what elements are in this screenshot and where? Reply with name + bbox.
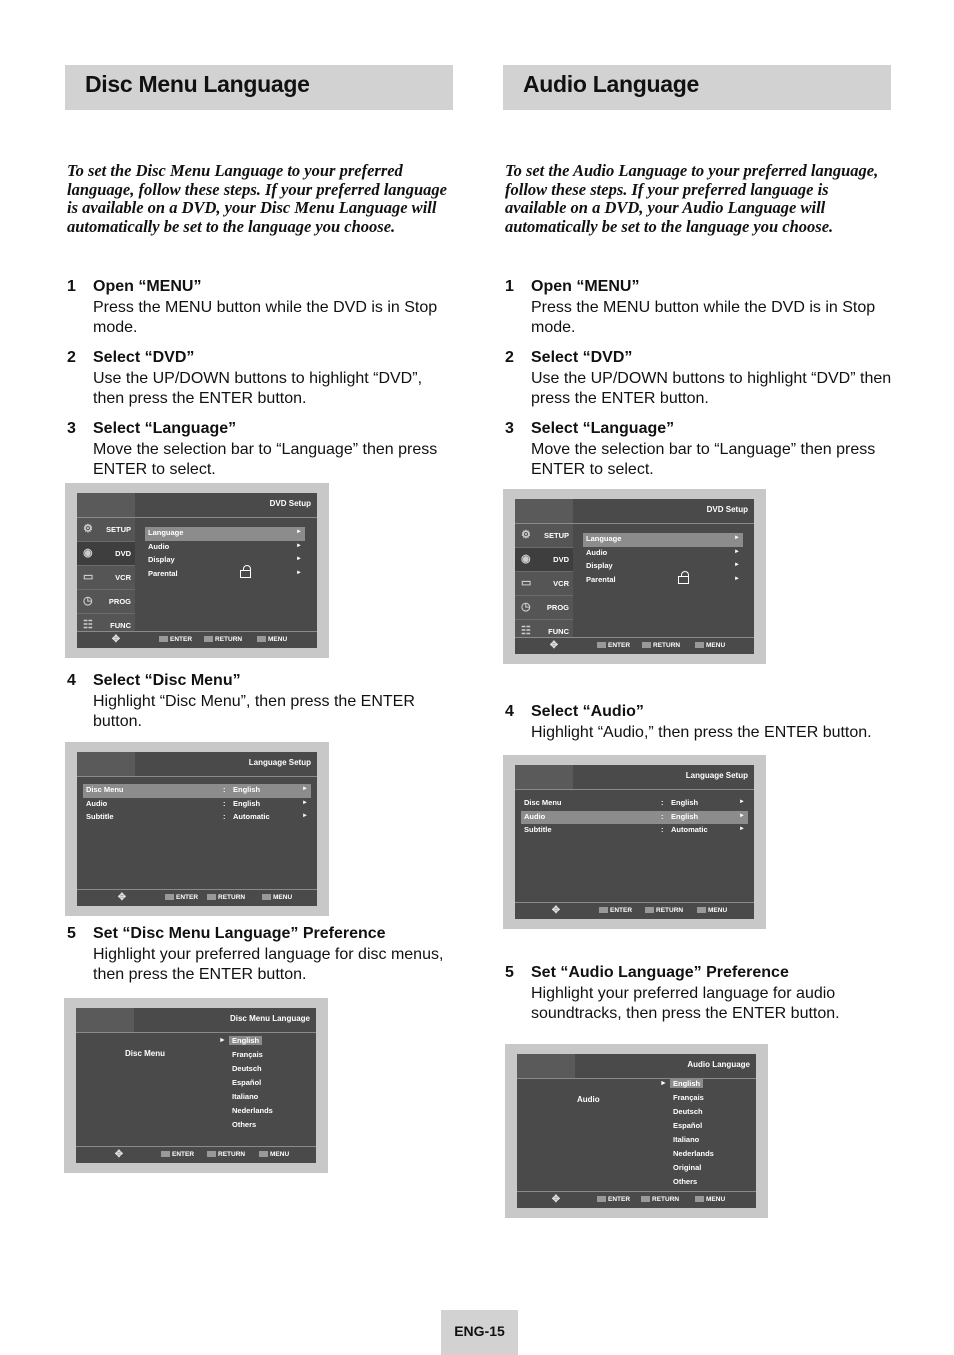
- menu-item-label: Display: [148, 555, 175, 564]
- menu-icon: [695, 1196, 704, 1202]
- screen-title: Language Setup: [685, 771, 748, 780]
- step-body: Highlight “Audio,” then press the ENTER button.: [531, 723, 872, 741]
- language-list: [219, 1035, 276, 1133]
- enter-hint: [599, 907, 632, 914]
- arrow-right-icon: ►: [296, 529, 302, 535]
- dpad-icon: ✥: [114, 1149, 124, 1160]
- dpad-icon: ✥: [111, 634, 121, 645]
- step-number: 1: [67, 278, 76, 295]
- return-icon: [204, 636, 213, 642]
- arrow-right-icon: ►: [739, 826, 745, 832]
- menu-item-label: Parental: [586, 574, 616, 584]
- side-item-label: FUNC: [110, 621, 131, 630]
- screen-footer: [77, 889, 317, 906]
- return-icon: [642, 642, 651, 648]
- enter-icon: [597, 1196, 606, 1202]
- menu-item-label: Language: [586, 534, 622, 543]
- language-name: Italiano: [232, 1092, 259, 1101]
- row-value: English: [671, 811, 699, 821]
- screen-display: [77, 752, 317, 906]
- language-label: Disc Menu: [125, 1049, 166, 1058]
- menu-icon: [257, 636, 266, 642]
- screen-header: [515, 765, 754, 790]
- step-number: 4: [505, 703, 514, 720]
- language-option: [229, 1063, 276, 1077]
- dpad-icon: ✥: [551, 1194, 561, 1205]
- language-option: [670, 1106, 717, 1120]
- screen-tab: [515, 499, 573, 523]
- screen-title: DVD Setup: [706, 505, 748, 514]
- enter-hint: [597, 642, 630, 649]
- screen-display: [515, 765, 754, 919]
- return-hint: [207, 894, 245, 901]
- enter-label: ENTER: [610, 907, 633, 914]
- screen-header: [76, 1008, 316, 1033]
- return-hint: [204, 636, 242, 643]
- row-disc-menu: [83, 784, 311, 798]
- hand-icon: ☷: [83, 619, 93, 631]
- menu-item-language: [145, 527, 305, 541]
- side-item-prog: [77, 590, 135, 614]
- return-hint: [207, 1151, 245, 1158]
- row-colon: :: [661, 825, 664, 834]
- row-subtitle: [83, 811, 311, 825]
- arrow-right-icon: ►: [296, 542, 302, 549]
- return-icon: [207, 894, 216, 900]
- menu-label: MENU: [706, 642, 726, 649]
- setup-menu: [145, 527, 305, 581]
- side-menu: [77, 518, 135, 638]
- menu-item-language: [583, 533, 743, 547]
- side-item-vcr: [515, 572, 573, 596]
- step-4: [67, 671, 457, 733]
- language-name: Others: [673, 1177, 698, 1186]
- return-label: RETURN: [218, 1151, 246, 1158]
- enter-label: ENTER: [608, 1196, 631, 1203]
- language-option: [229, 1077, 276, 1091]
- menu-item-display: [145, 554, 305, 568]
- return-icon: [645, 907, 654, 913]
- menu-label: MENU: [708, 907, 728, 914]
- step-heading: Open “MENU”: [531, 278, 640, 295]
- step-2: [505, 348, 895, 410]
- step-number: 1: [505, 278, 514, 295]
- language-name: Español: [673, 1121, 703, 1130]
- screen-header: [77, 752, 317, 777]
- step-number: 2: [67, 349, 76, 366]
- step-5: [67, 924, 457, 986]
- language-option: [660, 1078, 717, 1092]
- audio-language-screen: [505, 1044, 768, 1218]
- row-value: Automatic: [233, 812, 270, 821]
- enter-icon: [165, 894, 174, 900]
- screen-header: [77, 493, 317, 518]
- side-item-label: SETUP: [543, 531, 569, 540]
- step-heading: Select “DVD”: [93, 349, 195, 366]
- enter-hint: [161, 1151, 194, 1158]
- row-audio: [83, 798, 311, 812]
- menu-item-label: Language: [148, 528, 184, 537]
- language-option: [229, 1105, 276, 1119]
- language-name: Original: [673, 1163, 702, 1172]
- screen-title: Disc Menu Language: [229, 1014, 310, 1023]
- language-label: Audio: [577, 1095, 600, 1104]
- menu-icon: [697, 907, 706, 913]
- language-option: [670, 1134, 717, 1148]
- screen-display: [77, 493, 317, 648]
- step-heading: Select “DVD”: [531, 349, 633, 366]
- menu-hint: [262, 894, 292, 901]
- side-item-label: FUNC: [548, 627, 569, 636]
- return-label: RETURN: [656, 907, 684, 914]
- return-label: RETURN: [653, 642, 681, 649]
- row-colon: :: [661, 798, 664, 807]
- language-name: Français: [232, 1050, 263, 1059]
- page-number: ENG-15: [441, 1310, 518, 1355]
- row-key: Subtitle: [524, 825, 552, 834]
- enter-icon: [159, 636, 168, 642]
- step-number: 3: [505, 420, 514, 437]
- row-value: English: [233, 785, 261, 794]
- menu-item-label: Display: [586, 561, 613, 570]
- menu-icon: [259, 1151, 268, 1157]
- step-number: 5: [67, 925, 76, 942]
- step-3: [67, 419, 457, 481]
- screen-title: DVD Setup: [269, 499, 311, 508]
- row-value: Automatic: [671, 825, 708, 834]
- disc-icon: ◉: [83, 547, 93, 559]
- side-item-label: PROG: [108, 597, 131, 606]
- gear-icon: ⚙: [521, 529, 531, 541]
- step-1: [67, 277, 457, 339]
- row-key: Subtitle: [86, 812, 114, 821]
- enter-icon: [597, 642, 606, 648]
- pointer-icon: ►: [660, 1080, 667, 1087]
- menu-item-display: [583, 560, 743, 574]
- disc-menu-language-screen: [64, 998, 328, 1173]
- side-item-setup: [77, 518, 135, 542]
- return-hint: [641, 1196, 679, 1203]
- step-heading: Select “Language”: [93, 420, 237, 437]
- step-body: Move the selection bar to “Language” then press ENTER to select.: [93, 440, 438, 478]
- language-option: [229, 1119, 276, 1133]
- language-name: Nederlands: [232, 1106, 273, 1115]
- screen-display: [517, 1054, 756, 1208]
- screen-title: Audio Language: [687, 1060, 750, 1069]
- language-name: Deutsch: [673, 1107, 703, 1116]
- return-hint: [642, 642, 680, 649]
- menu-hint: [697, 907, 727, 914]
- menu-label: MENU: [273, 894, 293, 901]
- setup-menu: [583, 533, 743, 587]
- screen-footer: [517, 1191, 756, 1208]
- menu-hint: [257, 636, 287, 643]
- section-title: Disc Menu Language: [85, 71, 310, 97]
- language-rows: [83, 784, 311, 825]
- section-title-bar: [503, 65, 891, 110]
- arrow-right-icon: ►: [302, 813, 308, 819]
- row-colon: :: [223, 812, 226, 821]
- language-option: [670, 1092, 717, 1106]
- side-item-dvd: [515, 548, 573, 572]
- language-list: [660, 1078, 717, 1190]
- screen-title: Language Setup: [248, 758, 311, 767]
- menu-label: MENU: [270, 1151, 290, 1158]
- language-name: Nederlands: [673, 1149, 714, 1158]
- step-4: [505, 702, 895, 743]
- tape-icon: ▭: [83, 571, 94, 583]
- language-name: English: [229, 1036, 262, 1045]
- language-option: [670, 1148, 717, 1162]
- menu-icon: [262, 894, 271, 900]
- language-rows: [521, 797, 748, 838]
- row-colon: :: [661, 811, 664, 821]
- step-heading: Select “Disc Menu”: [93, 672, 241, 689]
- step-number: 5: [505, 964, 514, 981]
- menu-icon: [695, 642, 704, 648]
- enter-label: ENTER: [170, 636, 193, 643]
- step-body: Use the UP/DOWN buttons to highlight “DVD” then press the ENTER button.: [531, 369, 892, 407]
- screen-footer: [77, 631, 317, 648]
- clock-icon: ◷: [83, 595, 93, 607]
- return-icon: [207, 1151, 216, 1157]
- menu-item-label: Audio: [586, 547, 608, 557]
- side-menu: [515, 524, 573, 644]
- arrow-right-icon: ►: [734, 535, 740, 541]
- step-heading: Set “Disc Menu Language” Preference: [93, 925, 386, 942]
- section-title-bar: [65, 65, 453, 110]
- language-name: Others: [232, 1120, 257, 1129]
- language-setup-screen: [65, 742, 329, 916]
- enter-hint: [597, 1196, 630, 1203]
- menu-item-parental: [583, 574, 743, 588]
- screen-header: [517, 1054, 756, 1079]
- language-name: Español: [232, 1078, 262, 1087]
- step-2: [67, 348, 457, 410]
- dvd-setup-screen: [503, 489, 766, 664]
- side-item-dvd: [77, 542, 135, 566]
- enter-label: ENTER: [176, 894, 199, 901]
- menu-label: MENU: [706, 1196, 726, 1203]
- disc-icon: ◉: [521, 553, 531, 565]
- screen-display: [515, 499, 754, 654]
- menu-hint: [259, 1151, 289, 1158]
- dpad-icon: ✥: [117, 892, 127, 903]
- row-key: Disc Menu: [524, 798, 562, 807]
- step-3: [505, 419, 895, 481]
- enter-hint: [159, 636, 192, 643]
- side-item-vcr: [77, 566, 135, 590]
- arrow-right-icon: ►: [734, 562, 740, 568]
- enter-label: ENTER: [172, 1151, 195, 1158]
- step-body: Highlight “Disc Menu”, then press the ENTER button.: [93, 692, 415, 730]
- side-item-label: VCR: [553, 579, 569, 588]
- enter-label: ENTER: [608, 642, 631, 649]
- step-number: 2: [505, 349, 514, 366]
- menu-item-label: Parental: [148, 568, 178, 578]
- arrow-right-icon: ►: [296, 556, 302, 562]
- row-disc-menu: [521, 797, 748, 811]
- enter-icon: [161, 1151, 170, 1157]
- side-item-label: PROG: [546, 603, 569, 612]
- screen-tab: [77, 752, 135, 776]
- language-name: Deutsch: [232, 1064, 262, 1073]
- row-colon: :: [223, 798, 226, 808]
- step-1: [505, 277, 895, 339]
- gear-icon: ⚙: [83, 523, 93, 535]
- step-heading: Open “MENU”: [93, 278, 202, 295]
- menu-item-label: Audio: [148, 541, 170, 551]
- step-number: 4: [67, 672, 76, 689]
- screen-display: [76, 1008, 316, 1163]
- menu-hint: [695, 1196, 725, 1203]
- language-name: Italiano: [673, 1135, 700, 1144]
- row-value: English: [233, 798, 261, 808]
- return-icon: [641, 1196, 650, 1202]
- screen-footer: [515, 637, 754, 654]
- screen-tab: [515, 765, 573, 789]
- tape-icon: ▭: [521, 577, 532, 589]
- dpad-icon: ✥: [549, 640, 559, 651]
- language-option: [670, 1176, 717, 1190]
- row-value: English: [671, 798, 699, 807]
- screen-tab: [77, 493, 135, 517]
- hand-icon: ☷: [521, 625, 531, 637]
- arrow-right-icon: ►: [734, 548, 740, 555]
- return-label: RETURN: [652, 1196, 680, 1203]
- step-body: Highlight your preferred language for audio soundtracks, then press the ENTER button.: [531, 984, 840, 1022]
- step-body: Move the selection bar to “Language” then press ENTER to select.: [531, 440, 876, 478]
- row-key: Audio: [86, 798, 108, 808]
- arrow-right-icon: ►: [734, 575, 740, 582]
- lock-icon: [240, 570, 251, 578]
- arrow-right-icon: ►: [739, 799, 745, 805]
- step-body: Highlight your preferred language for disc menus, then press the ENTER button.: [93, 945, 444, 983]
- language-option: [229, 1091, 276, 1105]
- side-item-label: DVD: [115, 549, 131, 558]
- row-audio: [521, 811, 748, 825]
- side-item-prog: [515, 596, 573, 620]
- screen-footer: [515, 902, 754, 919]
- screen-tab: [517, 1054, 575, 1078]
- intro-text: To set the Disc Menu Language to your preferred language, follow these steps. If your preferred language is available on a DVD, your Disc Menu Language will automatically be set to the language you choose.: [67, 161, 447, 236]
- language-option: [229, 1049, 276, 1063]
- side-item-label: SETUP: [105, 525, 131, 534]
- intro-text: To set the Audio Language to your preferred language, follow these steps. If your preferred language is available on a DVD, your Audio Language will automatically be set to the language you choose.: [505, 161, 879, 236]
- clock-icon: ◷: [521, 601, 531, 613]
- return-label: RETURN: [215, 636, 243, 643]
- step-heading: Set “Audio Language” Preference: [531, 964, 789, 981]
- return-hint: [645, 907, 683, 914]
- language-option: [670, 1162, 717, 1176]
- language-name: Français: [673, 1093, 704, 1102]
- dvd-setup-screen: [65, 483, 329, 658]
- row-subtitle: [521, 824, 748, 838]
- screen-footer: [76, 1146, 316, 1163]
- language-name: English: [670, 1079, 703, 1088]
- screen-header: [515, 499, 754, 524]
- side-item-label: VCR: [115, 573, 131, 582]
- menu-item-audio: [145, 541, 305, 555]
- arrow-right-icon: ►: [302, 786, 308, 792]
- dpad-icon: ✥: [551, 905, 561, 916]
- menu-item-audio: [583, 547, 743, 561]
- language-option: [670, 1120, 717, 1134]
- arrow-right-icon: ►: [296, 569, 302, 576]
- menu-label: MENU: [268, 636, 288, 643]
- side-item-label: DVD: [553, 555, 569, 564]
- row-key: Disc Menu: [86, 785, 124, 794]
- step-body: Press the MENU button while the DVD is in Stop mode.: [93, 298, 438, 336]
- language-option: [219, 1035, 276, 1049]
- arrow-right-icon: ►: [739, 812, 745, 819]
- side-item-setup: [515, 524, 573, 548]
- pointer-icon: ►: [219, 1037, 226, 1044]
- row-key: Audio: [524, 811, 546, 821]
- language-setup-screen: [503, 755, 766, 929]
- step-body: Press the MENU button while the DVD is in Stop mode.: [531, 298, 876, 336]
- step-5: [505, 963, 895, 1025]
- screen-tab: [76, 1008, 134, 1032]
- arrow-right-icon: ►: [302, 799, 308, 806]
- lock-icon: [678, 576, 689, 584]
- step-heading: Select “Audio”: [531, 703, 644, 720]
- return-label: RETURN: [218, 894, 246, 901]
- section-title: Audio Language: [523, 71, 699, 97]
- step-body: Use the UP/DOWN buttons to highlight “DVD”, then press the ENTER button.: [93, 369, 423, 407]
- step-number: 3: [67, 420, 76, 437]
- step-heading: Select “Language”: [531, 420, 675, 437]
- menu-item-parental: [145, 568, 305, 582]
- row-colon: :: [223, 785, 226, 794]
- enter-icon: [599, 907, 608, 913]
- enter-hint: [165, 894, 198, 901]
- menu-hint: [695, 642, 725, 649]
